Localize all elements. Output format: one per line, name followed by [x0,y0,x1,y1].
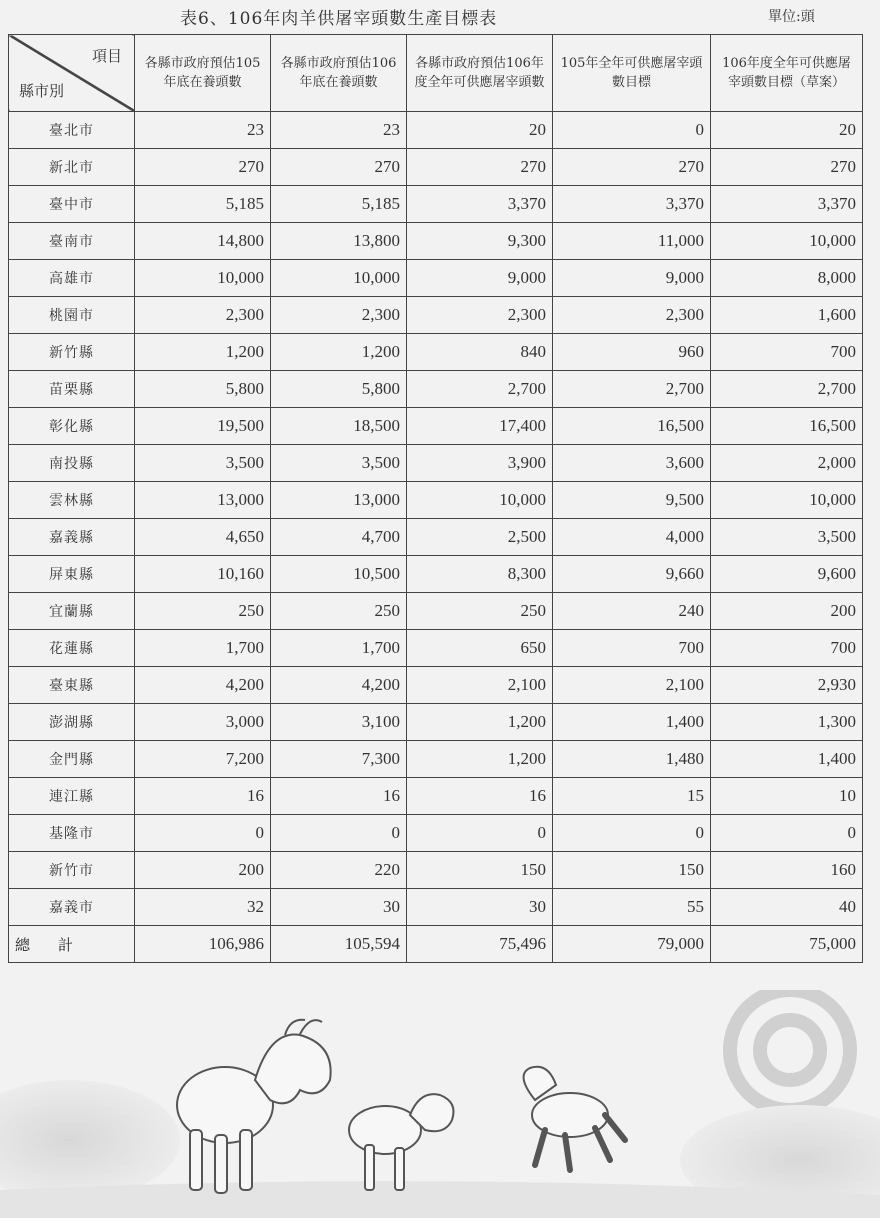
county-cell: 雲林縣 [9,482,135,519]
total-cell: 79,000 [553,926,711,963]
value-cell: 11,000 [553,223,711,260]
value-cell: 700 [711,334,863,371]
county-cell: 南投縣 [9,445,135,482]
value-cell: 3,900 [407,445,553,482]
value-cell: 20 [407,112,553,149]
value-cell: 13,000 [135,482,271,519]
value-cell: 2,300 [135,297,271,334]
table-row [9,667,863,704]
value-cell: 9,600 [711,556,863,593]
value-cell: 10,500 [271,556,407,593]
table-row [9,186,863,223]
county-cell: 連江縣 [9,778,135,815]
value-cell: 3,500 [271,445,407,482]
total-row [9,926,863,963]
county-cell: 嘉義市 [9,889,135,926]
value-cell: 23 [271,112,407,149]
table-row [9,704,863,741]
total-cell: 75,496 [407,926,553,963]
value-cell: 8,000 [711,260,863,297]
county-cell: 新竹市 [9,852,135,889]
value-cell: 17,400 [407,408,553,445]
value-cell: 1,200 [407,704,553,741]
value-cell: 700 [553,630,711,667]
value-cell: 4,650 [135,519,271,556]
value-cell: 5,185 [135,186,271,223]
county-cell: 桃園市 [9,297,135,334]
value-cell: 1,200 [135,334,271,371]
value-cell: 2,300 [271,297,407,334]
table-row [9,371,863,408]
value-cell: 16,500 [553,408,711,445]
value-cell: 270 [271,149,407,186]
value-cell: 3,500 [135,445,271,482]
value-cell: 8,300 [407,556,553,593]
county-cell: 嘉義縣 [9,519,135,556]
county-cell: 花蓮縣 [9,630,135,667]
county-cell: 宜蘭縣 [9,593,135,630]
value-cell: 270 [553,149,711,186]
value-cell: 10,160 [135,556,271,593]
table-row [9,593,863,630]
adult-goat-drawing [177,1020,331,1193]
value-cell: 2,300 [407,297,553,334]
table-row [9,482,863,519]
value-cell: 9,000 [553,260,711,297]
value-cell: 1,300 [711,704,863,741]
value-cell: 7,200 [135,741,271,778]
value-cell: 150 [553,852,711,889]
table-row [9,630,863,667]
value-cell: 13,000 [271,482,407,519]
column-header: 105年全年可供應屠宰頭數目標 [553,35,711,112]
value-cell: 270 [711,149,863,186]
value-cell: 9,660 [553,556,711,593]
corner-item-label: 項目 [91,47,122,65]
county-cell: 臺中市 [9,186,135,223]
value-cell: 2,700 [711,371,863,408]
value-cell: 240 [553,593,711,630]
value-cell: 10,000 [407,482,553,519]
value-cell: 3,000 [135,704,271,741]
table-row [9,815,863,852]
county-cell: 澎湖縣 [9,704,135,741]
value-cell: 16 [407,778,553,815]
value-cell: 3,370 [553,186,711,223]
value-cell: 2,930 [711,667,863,704]
value-cell: 2,000 [711,445,863,482]
value-cell: 650 [407,630,553,667]
value-cell: 200 [135,852,271,889]
value-cell: 1,200 [271,334,407,371]
table-row [9,223,863,260]
value-cell: 10,000 [711,223,863,260]
total-cell: 105,594 [271,926,407,963]
value-cell: 1,700 [135,630,271,667]
county-cell: 苗栗縣 [9,371,135,408]
value-cell: 0 [135,815,271,852]
value-cell: 9,300 [407,223,553,260]
table-row [9,519,863,556]
value-cell: 30 [271,889,407,926]
county-cell: 臺南市 [9,223,135,260]
table-row [9,334,863,371]
value-cell: 1,480 [553,741,711,778]
value-cell: 1,400 [553,704,711,741]
page-title: 表6、106年肉羊供屠宰頭數生產目標表 [180,9,498,29]
value-cell: 9,500 [553,482,711,519]
table-row [9,889,863,926]
column-header: 各縣市政府預估106年度全年可供應屠宰頭數 [407,35,553,112]
value-cell: 10,000 [135,260,271,297]
county-cell: 彰化縣 [9,408,135,445]
column-header: 各縣市政府預估106年底在養頭數 [271,35,407,112]
value-cell: 10 [711,778,863,815]
header-row [9,35,863,112]
value-cell: 40 [711,889,863,926]
value-cell: 270 [407,149,553,186]
value-cell: 16 [271,778,407,815]
value-cell: 4,200 [271,667,407,704]
unit-label: 單位:頭 [768,9,815,25]
value-cell: 9,000 [407,260,553,297]
value-cell: 1,200 [407,741,553,778]
table-body [9,112,863,926]
kid-goat-drawing [349,1094,454,1190]
goats-illustration [0,990,880,1218]
value-cell: 16,500 [711,408,863,445]
value-cell: 0 [553,815,711,852]
value-cell: 32 [135,889,271,926]
value-cell: 250 [407,593,553,630]
value-cell: 2,100 [553,667,711,704]
value-cell: 3,500 [711,519,863,556]
value-cell: 14,800 [135,223,271,260]
value-cell: 2,700 [407,371,553,408]
county-cell: 新竹縣 [9,334,135,371]
column-header: 106年度全年可供應屠宰頭數目標（草案） [711,35,863,112]
value-cell: 3,100 [271,704,407,741]
value-cell: 840 [407,334,553,371]
table-row [9,556,863,593]
county-cell: 基隆市 [9,815,135,852]
value-cell: 270 [135,149,271,186]
value-cell: 10,000 [271,260,407,297]
value-cell: 700 [711,630,863,667]
county-cell: 金門縣 [9,741,135,778]
value-cell: 0 [407,815,553,852]
value-cell: 1,600 [711,297,863,334]
value-cell: 10,000 [711,482,863,519]
corner-header-cell [9,35,135,112]
value-cell: 3,370 [407,186,553,223]
county-cell: 臺北市 [9,112,135,149]
value-cell: 250 [135,593,271,630]
total-cell: 106,986 [135,926,271,963]
value-cell: 16 [135,778,271,815]
value-cell: 15 [553,778,711,815]
table-row [9,445,863,482]
value-cell: 4,700 [271,519,407,556]
value-cell: 2,300 [553,297,711,334]
value-cell: 7,300 [271,741,407,778]
value-cell: 1,700 [271,630,407,667]
value-cell: 0 [711,815,863,852]
goat-slaughter-target-table [8,34,863,963]
county-cell: 臺東縣 [9,667,135,704]
table-row [9,297,863,334]
table-row [9,852,863,889]
table-row [9,408,863,445]
table-row [9,149,863,186]
value-cell: 0 [271,815,407,852]
bush-decoration [0,1080,180,1200]
county-cell: 屏東縣 [9,556,135,593]
value-cell: 5,800 [271,371,407,408]
value-cell: 960 [553,334,711,371]
value-cell: 250 [271,593,407,630]
value-cell: 5,185 [271,186,407,223]
background-swirl-decoration [730,990,850,1110]
value-cell: 4,200 [135,667,271,704]
value-cell: 160 [711,852,863,889]
value-cell: 5,800 [135,371,271,408]
column-header: 各縣市政府預估105年底在養頭數 [135,35,271,112]
county-cell: 新北市 [9,149,135,186]
county-cell: 高雄市 [9,260,135,297]
corner-county-label: 縣市別 [19,82,65,100]
table-row [9,741,863,778]
total-label: 總計 [9,926,135,963]
value-cell: 1,400 [711,741,863,778]
total-cell: 75,000 [711,926,863,963]
value-cell: 220 [271,852,407,889]
value-cell: 55 [553,889,711,926]
value-cell: 2,500 [407,519,553,556]
value-cell: 4,000 [553,519,711,556]
value-cell: 0 [553,112,711,149]
value-cell: 30 [407,889,553,926]
value-cell: 200 [711,593,863,630]
table-row [9,778,863,815]
value-cell: 23 [135,112,271,149]
table-row [9,260,863,297]
value-cell: 3,600 [553,445,711,482]
value-cell: 2,700 [553,371,711,408]
table-row [9,112,863,149]
value-cell: 18,500 [271,408,407,445]
value-cell: 2,100 [407,667,553,704]
value-cell: 20 [711,112,863,149]
jumping-kid-goat-drawing [524,1067,625,1170]
value-cell: 13,800 [271,223,407,260]
value-cell: 19,500 [135,408,271,445]
value-cell: 3,370 [711,186,863,223]
value-cell: 150 [407,852,553,889]
